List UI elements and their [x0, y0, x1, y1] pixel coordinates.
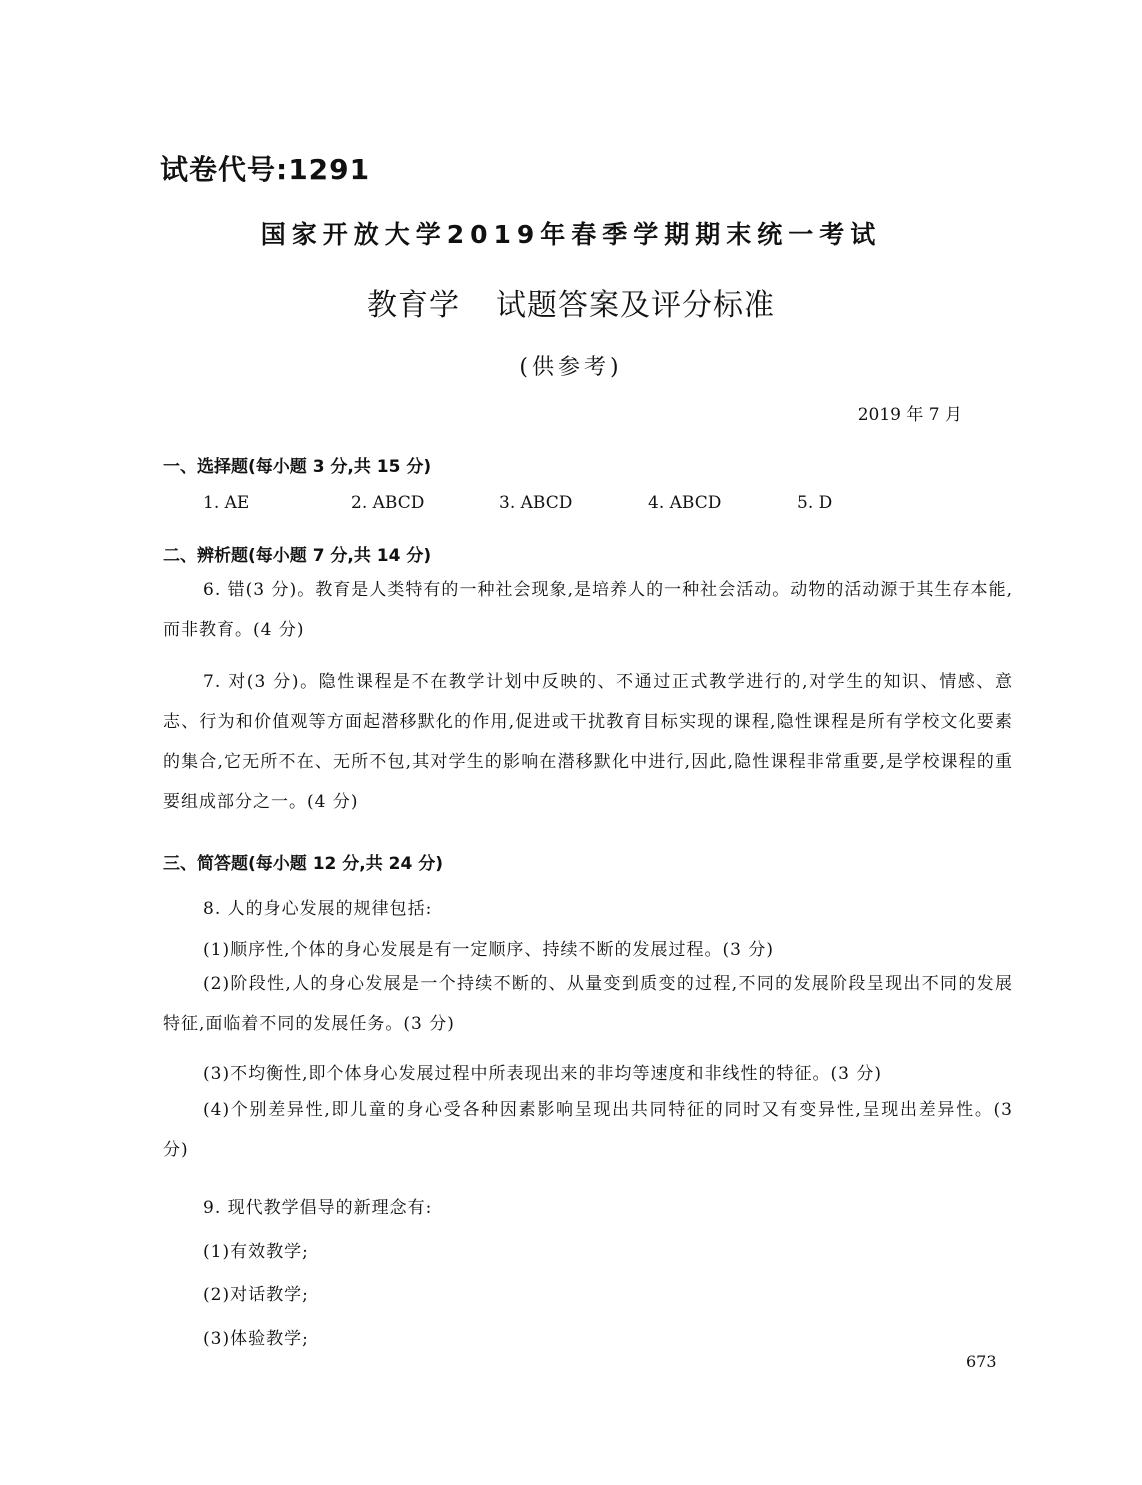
- answer-q9-point-2: (2)对话教学;: [203, 1285, 309, 1305]
- answer-q8-point-1: (1)顺序性,个体的身心发展是有一定顺序、持续不断的发展过程。(3 分): [203, 940, 774, 960]
- choice-answer-5: 5. D: [797, 493, 833, 513]
- choice-answer-3: 3. ABCD: [499, 493, 573, 513]
- choice-answer-1: 1. AE: [203, 493, 250, 513]
- subject-title: [0, 280, 1142, 324]
- section-heading-choice: 一、选择题(每小题 3 分,共 15 分): [163, 457, 432, 477]
- answer-q9-intro: 9. 现代教学倡导的新理念有:: [203, 1198, 433, 1218]
- exam-date: 2019 年 7 月: [857, 405, 962, 425]
- answer-q8-point-2: (2)阶段性,人的身心发展是一个持续不断的、从量变到质变的过程,不同的发展阶段呈现出不同的发展特征,面临着不同的发展任务。(3 分): [163, 974, 1013, 1034]
- answer-q6: 6. 错(3 分)。教育是人类特有的一种社会现象,是培养人的一种社会活动。动物的活动源于其生存本能,而非教育。(4 分): [163, 580, 1013, 640]
- answer-q9-point-1: (1)有效教学;: [203, 1242, 309, 1262]
- page-number: 673: [966, 1352, 997, 1371]
- choice-answer-4: 4. ABCD: [648, 493, 722, 513]
- answer-q8-point-4: (4)个别差异性,即儿童的身心受各种因素影响呈现出共同特征的同时又有变异性,呈现出差异性。(3 分): [163, 1100, 1013, 1160]
- exam-title: 国家开放大学2019年春季学期期末统一考试: [260, 220, 882, 249]
- subject-name: 教育学: [367, 288, 460, 323]
- reference-note: (供参考): [519, 355, 623, 380]
- answer-q8-intro: 8. 人的身心发展的规律包括:: [203, 899, 433, 919]
- section-heading-judge: 二、辨析题(每小题 7 分,共 14 分): [163, 546, 432, 566]
- choice-answer-2: 2. ABCD: [351, 493, 425, 513]
- answer-q8-point-3: (3)不均衡性,即个体身心发展过程中所表现出来的非均等速度和非线性的特征。(3 分): [203, 1064, 882, 1084]
- section-heading-short: 三、简答题(每小题 12 分,共 24 分): [163, 854, 443, 874]
- answer-q7: 7. 对(3 分)。隐性课程是不在教学计划中反映的、不通过正式教学进行的,对学生的知识、情感、意志、行为和价值观等方面起潜移默化的作用,促进或干扰教育目标实现的课程,隐性课程是所有学校文化要素的集合,它无所不在、无所不包,其对学生的影响在潜移默化中进行,因此,隐性课程非常重要,是学校课程的重要组成部分之一。(4 分): [163, 672, 1013, 812]
- answer-subtitle: 试题答案及评分标准: [496, 288, 775, 323]
- answer-q9-point-3: (3)体验教学;: [203, 1329, 309, 1349]
- paper-code: 试卷代号:1291: [160, 153, 371, 186]
